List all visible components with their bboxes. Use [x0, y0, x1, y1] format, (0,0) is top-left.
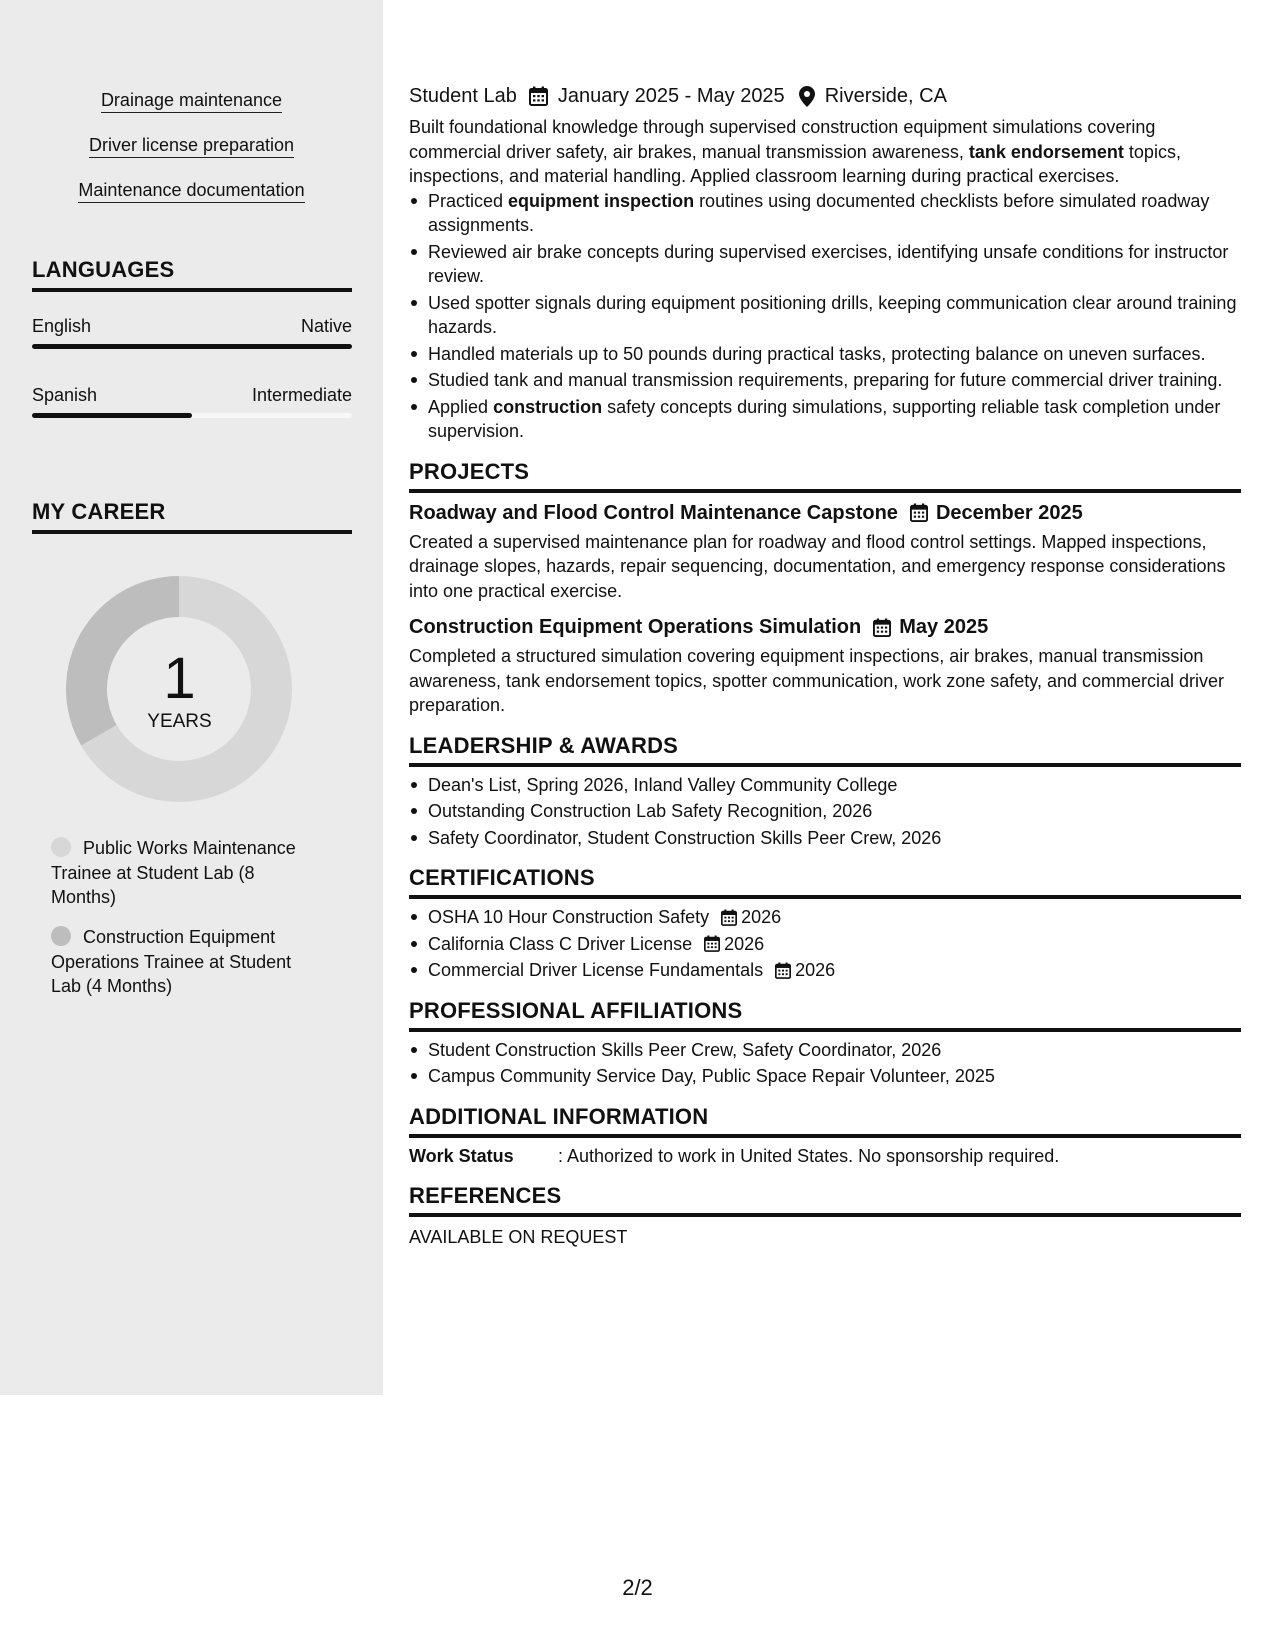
list-item: Applied construction safety concepts during simulations, supporting reliable task completion under supervision. [409, 395, 1241, 444]
project-description: Completed a structured simulation covering equipment inspections, air brakes, manual transmission awareness, tank endorsement topics, spotter communication, work zone safety, and commercial driver preparation. [409, 646, 1225, 715]
list-item: Reviewed air brake concepts during supervised exercises, identifying unsafe conditions for instructor review. [409, 240, 1241, 289]
list-item: Practiced equipment inspection routines using documented checklists before simulated roadway assignments. [409, 189, 1241, 238]
main-content [409, 80, 1241, 1249]
calendar-icon [704, 935, 720, 952]
experience-header [409, 80, 1241, 112]
list-item: Commercial Driver License Fundamentals 2026 [409, 958, 1241, 983]
experience-company: Student Lab [409, 85, 517, 107]
language-level: Intermediate [251, 385, 352, 405]
calendar-icon [873, 618, 891, 637]
project-date: May 2025 [899, 616, 989, 638]
language-name: English [32, 316, 92, 336]
list-item: Outstanding Construction Lab Safety Recognition, 2026 [409, 799, 1241, 824]
page-number: 2/2 [622, 1575, 653, 1600]
languages-heading: LANGUAGES [32, 256, 352, 292]
work-status-value: : Authorized to work in United States. No sponsorship required. [558, 1145, 1060, 1166]
list-item: Studied tank and manual transmission requirements, preparing for future commercial driver training. [409, 368, 1241, 393]
skill-link-driver-license[interactable]: Driver license preparation [0, 133, 383, 157]
affiliations-heading: PROFESSIONAL AFFILIATIONS [409, 997, 1241, 1032]
calendar-icon [721, 909, 737, 926]
calendar-icon [910, 503, 928, 522]
certifications-heading: CERTIFICATIONS [409, 864, 1241, 899]
career-item: Public Works Maintenance Trainee at Student Lab (8 Months) [51, 838, 296, 907]
language-bar-fill [32, 344, 352, 349]
experience-summary: Built foundational knowledge through supervised construction equipment simulations covering commercial driver safety, air brakes, manual transmission awareness, tank endorsement topics, inspections, and material handling. Applied classroom learning during practical exercises. [409, 117, 1181, 186]
project-description: Created a supervised maintenance plan for roadway and flood control settings. Mapped inspections, drainage slopes, hazards, repair sequencing, documentation, and emergency response considerations into one practical exercise. [409, 531, 1226, 601]
calendar-icon [529, 86, 548, 106]
list-item: Dean's List, Spring 2026, Inland Valley Community College [409, 773, 1241, 798]
legend-dot [51, 837, 71, 857]
list-item: Student Construction Skills Peer Crew, Safety Coordinator, 2026 [409, 1038, 1241, 1063]
career-item: Construction Equipment Operations Trainee at Student Lab (4 Months) [51, 927, 292, 996]
leadership-list [409, 773, 1241, 851]
map-pin-icon [799, 86, 815, 107]
project-title: Construction Equipment Operations Simulation [409, 616, 862, 638]
list-item: Campus Community Service Day, Public Space Repair Volunteer, 2025 [409, 1064, 1241, 1089]
language-name: Spanish [32, 385, 98, 405]
career-years-label: YEARS [147, 711, 212, 732]
references-heading: REFERENCES [409, 1182, 1241, 1217]
experience-location: Riverside, CA [824, 85, 947, 107]
experience-bullets [409, 189, 1241, 444]
project-title: Roadway and Flood Control Maintenance Capstone [409, 501, 898, 524]
career-total-years: 1 [163, 646, 196, 711]
list-item: Used spotter signals during equipment positioning drills, keeping communication clear around training hazards. [409, 291, 1241, 340]
skill-link-drainage[interactable]: Drainage maintenance [0, 88, 383, 112]
references-text: AVAILABLE ON REQUEST [409, 1226, 628, 1247]
list-item: Safety Coordinator, Student Construction Skills Peer Crew, 2026 [409, 826, 1241, 851]
skill-link-documentation[interactable]: Maintenance documentation [0, 178, 383, 202]
sidebar [0, 0, 383, 1395]
language-level: Native [300, 316, 352, 336]
project-header [409, 613, 1241, 641]
leadership-heading: LEADERSHIP & AWARDS [409, 732, 1241, 767]
project-header [409, 499, 1241, 527]
language-bar-fill [32, 413, 192, 418]
career-heading: MY CAREER [32, 498, 352, 534]
affiliations-list [409, 1038, 1241, 1089]
list-item: California Class C Driver License 2026 [409, 932, 1241, 957]
list-item: OSHA 10 Hour Construction Safety 2026 [409, 905, 1241, 930]
projects-heading: PROJECTS [409, 458, 1241, 493]
work-status-row [409, 1144, 1241, 1168]
language-bar-english [32, 344, 352, 349]
experience-dates: January 2025 - May 2025 [557, 85, 785, 107]
work-status-label: Work Status [409, 1145, 514, 1166]
project-date: December 2025 [935, 501, 1083, 524]
list-item: Handled materials up to 50 pounds during practical tasks, protecting balance on uneven surfaces. [409, 342, 1241, 367]
calendar-icon [775, 962, 791, 979]
additional-info-heading: ADDITIONAL INFORMATION [409, 1103, 1241, 1138]
certifications-list [409, 905, 1241, 983]
language-bar-spanish [32, 413, 352, 418]
legend-dot [51, 926, 71, 946]
